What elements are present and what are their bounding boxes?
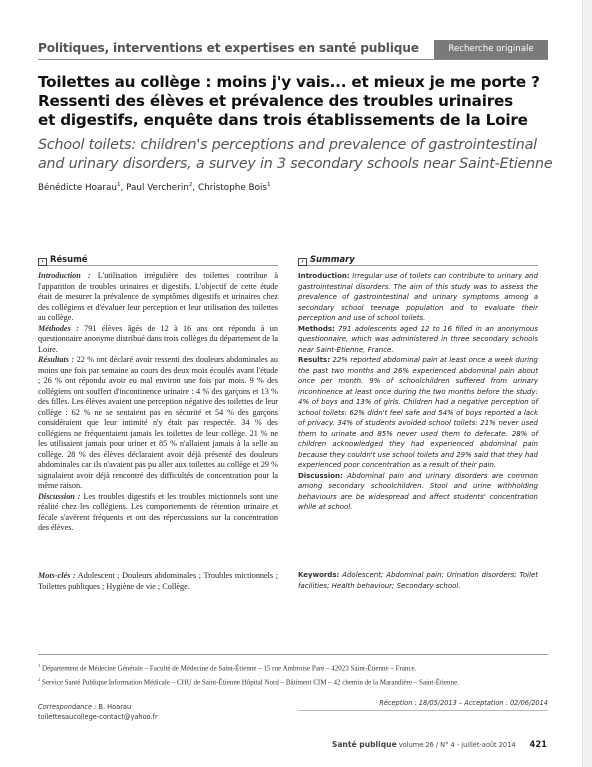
keywords-fr	[38, 570, 278, 592]
summary-results: 22% reported abdominal pain at least once a week during the past two months and 26% experienced abdominal pain about once per month. 9% of schoolchildren suffered from urinary incontinence at least once during the two months before the study: 4% of boys and 13% of girls. Children had a negative perception of school toilets: 62% didn't feel safe and 54% of boys reported a lack of privacy. 34% of students avoided school toilets: 21% never used them to urinate and 85% never used them to defecate. 28% of children acknowledged they had experienced abdominal pain because they couldn't use school toilets and 29% said that they had experienced poor concentration as a result of their pain.	[298, 356, 538, 469]
author-affiliation-mark: 1	[267, 182, 271, 188]
affiliation-item: $^1$ Département de Médecine Générale – Faculté de Médecine de Saint-Étienne – 15 rue Ambroise Paré – 42023 Saint-Étienne – France.	[38, 663, 417, 673]
resume-results: 22 % ont déclaré avoir ressenti des douleurs abdominales au moins une fois par semaine au cours des deux mois écoulés avant l'étude ; 26 % ont répondu avoir eu mal environ une fois par mois. 9 % des collégiens ont souffert d'incontinence urinaire : 4 % des garçons et 13 % des filles. Les élèves avaient une perception négative des toilettes de leur collège : 62 % ne se sentaient pas en sécurité et 54 % des garçons considéraient que leur intimité n'y était pas respectée. 34 % des collégiens ne fréquentaient jamais les toilettes de leur collège. 21 % ne les utilisaient jamais pour uriner et 85 % n'allaient jamais à la selle au collège. 28 % des élèves déclaraient avoir déjà présenté des douleurs abdominales car ils n'avaient pas pu aller aux toilettes au collège et 29 % signalaient avoir déjà rencontré des difficultés de concentration pour la même raison.	[38, 355, 278, 490]
resume-results-label: Résultats :	[38, 355, 75, 364]
summary-heading: › Summary	[298, 254, 538, 266]
resume-discussion: Les troubles digestifs et les troubles mictionnels sont une réalité chez les collégiens. Les comportements de rétention urinaire et fécale s'avèrent fréquents et ont des répercussions sur la concentration des élèves.	[38, 491, 278, 532]
summary-column	[298, 254, 538, 513]
arrow-box-icon: ›	[298, 258, 307, 266]
resume-heading: › Résumé	[38, 254, 278, 266]
acceptation-label: – Acceptation :	[456, 699, 508, 707]
affiliation-item: $^2$ Service Santé Publique Information Médicale – CHU de Saint-Étienne Hôpital Nord – Bâtiment CIM – 42 chemin de la Marandière – Saint-Étienne.	[38, 676, 459, 687]
reception-date: 18/05/2013	[416, 699, 457, 707]
reception-label: Réception :	[379, 699, 417, 707]
section-header	[38, 40, 548, 60]
author-affiliation-mark: 1	[116, 182, 121, 188]
summary-text	[298, 271, 538, 513]
title-fr-line: Toilettes au collège : moins j'y vais... et mieux je me porte ?	[38, 73, 540, 91]
resume-methods-label: Méthodes :	[38, 323, 79, 333]
article-title-fr	[38, 73, 558, 130]
resume-intro: L'utilisation irrégulière des toilettes contribue à l'apparition de troubles urinaires et digestifs. L'objectif de cette étude était de mesurer la prévalence de symptômes digestifs et urinaires chez des collégiens et d'évaluer leur perception et leur utilisation des toilettes au collège.	[38, 271, 279, 322]
resume-discussion-label: Discussion :	[38, 491, 81, 501]
journal-name: Santé publique	[331, 740, 397, 749]
summary-intro: Irregular use of toilets can contribute to urinary and gastrointestinal disorders. The aim of this study was to assess the prevalence of gastrointestinal and urinary symptoms among a secondary school teenage population and to evaluate their perception and use of school toilets.	[298, 272, 538, 322]
title-en-line: and urinary disorders, a survey in 3 secondary schools near Saint-Etienne	[38, 156, 553, 172]
summary-methods: 791 adolescents aged 12 to 16 filled in an anonymous questionnaire, which was administered in three secondary schools near Saint-Etienne, France.	[298, 324, 538, 354]
acceptation-date: 02/06/2014	[507, 699, 548, 707]
correspondence	[38, 702, 158, 722]
resume-column	[38, 254, 278, 534]
summary-discussion: Abdominal pain and urinary disorders are common among secondary schoolchildren. Stool and urine withholding behaviours are be widespread and affect students' concentration while at school.	[298, 471, 538, 511]
summary-intro-label: Introduction:	[298, 272, 350, 280]
summary-methods-label: Methods:	[298, 324, 335, 333]
summary-discussion-label: Discussion:	[298, 471, 343, 480]
page-edge	[582, 0, 592, 767]
dates-divider	[298, 710, 548, 711]
article-title-en	[38, 136, 558, 174]
arrow-box-icon: ›	[38, 258, 47, 266]
author-list: Bénédicte Hoarau$^1$, Paul Vercherin$^2$, Christophe Bois$^1$	[38, 182, 271, 193]
article-type-badge: Recherche originale	[434, 40, 548, 59]
title-fr-line: Ressenti des élèves et prévalence des troubles urinaires	[38, 92, 513, 110]
author-affiliation-mark: 2	[188, 182, 193, 188]
resume-text	[38, 271, 278, 534]
title-en-line: School toilets: children's perceptions and prevalence of gastrointestinal	[38, 137, 537, 153]
journal-volume: volume 26 / N° 4 - juillet-août 2014	[396, 741, 516, 749]
submission-dates	[379, 699, 548, 707]
page-footer	[332, 739, 547, 749]
author-name: Paul Vercherin	[126, 182, 189, 193]
correspondence-label: Correspondance :	[38, 703, 97, 711]
correspondence-name: B. Hoarau	[96, 703, 132, 711]
correspondence-email[interactable]: toilettesaucollege-contact@yahoo.fr	[38, 713, 158, 721]
resume-intro-label: Introduction :	[38, 271, 91, 280]
resume-methods: 791 élèves âgés de 12 à 16 ans ont répondu à un questionnaire anonyme distribué dans trois collèges du département de la Loire.	[38, 323, 278, 354]
footnote-divider	[38, 654, 548, 655]
section-title: Politiques, interventions et expertises en santé publique	[38, 41, 419, 55]
author-name: Bénédicte Hoarau	[38, 182, 117, 193]
affiliations	[38, 661, 548, 689]
keywords-fr-text: Adolescent ; Douleurs abdominales ; Troubles mictionnels ; Toilettes publiques ; Hygiène de vie ; Collège.	[38, 571, 278, 591]
title-fr-line: et digestifs, enquête dans trois établissements de la Loire	[38, 111, 528, 129]
keywords-en-text: Adolescent; Abdominal pain; Urination disorders; Toilet facilities; Health behaviour; Secondary school.	[298, 571, 538, 590]
page-number: 421	[529, 739, 547, 749]
keywords-en	[298, 570, 538, 592]
author-name: Christophe Bois	[198, 182, 268, 193]
summary-results-label: Results:	[298, 356, 330, 364]
keywords-fr-label: Mots-clés :	[38, 571, 76, 580]
keywords-en-label: Keywords:	[298, 571, 340, 579]
